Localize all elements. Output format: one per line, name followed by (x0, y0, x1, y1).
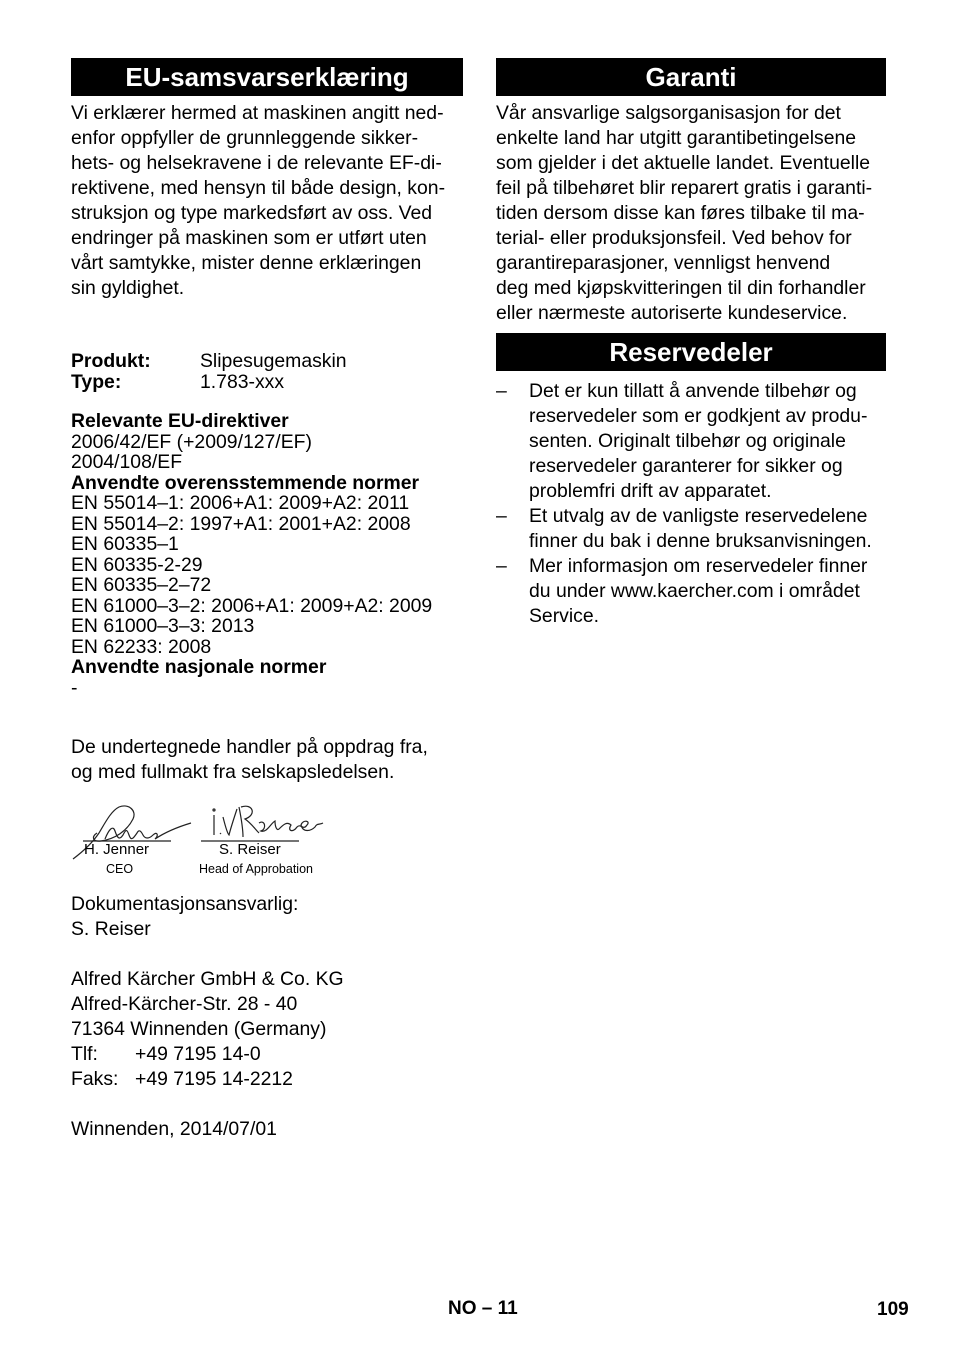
list-line: finner du bak i denne bruksanvisningen. (529, 530, 872, 552)
norm-item: EN 62233: 2008 (71, 635, 212, 658)
place-date-text: Winnenden, 2014/07/01 (71, 1118, 277, 1140)
list-line: Et utvalg av de vanligste reservedelene (529, 505, 868, 527)
signer2-role: Head of Approbation (199, 862, 313, 876)
phone-row (71, 1042, 463, 1067)
statement-line: De undertegnede handler på oppdrag fra, (71, 736, 428, 758)
list-line: problemfri drift av apparatet. (529, 480, 772, 502)
intro-line: enfor oppfyller de grunnleggende sikker- (71, 127, 419, 149)
national-value: - (71, 676, 78, 699)
signer1-role: CEO (106, 862, 134, 876)
standards-block (71, 411, 463, 698)
norm-item: EN 61000–3–2: 2006+A1: 2009+A2: 2009 (71, 594, 433, 617)
garanti-line: som gjelder i det aktuelle landet. Eventuelle (496, 152, 871, 174)
type-label: Type: (71, 370, 122, 393)
list-item (496, 554, 886, 629)
footer-page-number: 109 (877, 1299, 909, 1320)
place-date (71, 1117, 463, 1142)
product-info (71, 351, 463, 392)
right-column (496, 58, 886, 629)
list-item (496, 379, 886, 504)
norm-item: EN 60335–2–72 (71, 574, 212, 596)
dash-mark: – (496, 380, 507, 402)
intro-line: vårt samtykke, mister denne erklæringen (71, 252, 422, 274)
garanti-line: enkelte land har utgitt garantibetingelsene (496, 127, 857, 149)
phone-label: Tlf: (71, 1043, 98, 1065)
garanti-line: feil på tilbehøret blir reparert gratis i garanti- (496, 177, 873, 199)
norm-item: EN 55014–1: 2006+A1: 2009+A2: 2011 (71, 492, 410, 514)
norm-item: EN 60335–1 (71, 533, 179, 555)
dash-mark: – (496, 505, 507, 527)
product-label: Produkt: (71, 350, 151, 372)
garanti-line: garantireparasjoner, vennligst henvend (496, 252, 831, 274)
directive-item: 2006/42/EF (+2009/127/EF) (71, 430, 312, 453)
list-line: senten. Originalt tilbehør og originale (529, 430, 846, 452)
list-item (496, 504, 886, 554)
harmonised-heading: Anvendte overensstemmende normer (71, 471, 420, 494)
garanti-line: Vår ansvarlige salgsorganisasjon for det (496, 102, 841, 124)
garanti-heading: Garanti (496, 58, 886, 96)
fax-row (71, 1067, 463, 1092)
list-line: reservedeler som er godkjent av produ- (529, 405, 868, 427)
product-row (71, 351, 463, 372)
documentation-responsible (71, 892, 463, 942)
company-address (71, 967, 463, 1092)
company-name: Alfred Kärcher GmbH & Co. KG (71, 968, 344, 990)
product-value: Slipesugemaskin (200, 350, 347, 372)
type-value: 1.783-xxx (200, 370, 285, 393)
type-row (71, 372, 463, 393)
intro-line: hets- og helsekravene i de relevante EF-di- (71, 152, 442, 174)
footer-section-code: NO – 11 (448, 1298, 518, 1319)
signatories-statement (71, 735, 463, 785)
reservedeler-list (496, 379, 886, 629)
left-column (71, 58, 463, 1142)
declaration-heading: EU-samsvarserklæring (71, 58, 463, 96)
norm-item: EN 55014–2: 1997+A1: 2001+A2: 2008 (71, 512, 411, 535)
fax-value: +49 7195 14-2212 (135, 1068, 293, 1090)
signer2-name: S. Reiser (219, 841, 281, 858)
norm-item: EN 60335-2-29 (71, 553, 203, 576)
list-line: Mer informasjon om reservedeler finner (529, 555, 868, 577)
reservedeler-heading: Reservedeler (496, 333, 886, 371)
signature-block (71, 795, 463, 880)
list-line: Det er kun tillatt å anvende tilbehør og (529, 380, 857, 402)
declaration-intro (71, 101, 463, 301)
company-street: Alfred-Kärcher-Str. 28 - 40 (71, 993, 298, 1015)
garanti-line: terial- eller produksjonsfeil. Ved behov for (496, 227, 852, 249)
garanti-text (496, 101, 886, 326)
doc-resp-label: Dokumentasjonsansvarlig: (71, 893, 299, 915)
list-line: reservedeler garanterer for sikker og (529, 455, 843, 477)
directive-item: 2004/108/EF (71, 451, 183, 473)
company-city: 71364 Winnenden (Germany) (71, 1018, 327, 1040)
doc-resp-name: S. Reiser (71, 918, 151, 940)
garanti-line: eller nærmeste autoriserte kundeservice. (496, 302, 848, 324)
intro-line: sin gyldighet. (71, 277, 185, 299)
garanti-line: deg med kjøpskvitteringen til din forhandler (496, 277, 866, 299)
norm-item: EN 61000–3–3: 2013 (71, 615, 255, 637)
list-line: Service. (529, 605, 600, 627)
national-heading: Anvendte nasjonale normer (71, 656, 327, 678)
signature-reiser (201, 806, 323, 841)
intro-line: endringer på maskinen som er utført uten (71, 227, 427, 249)
fax-label: Faks: (71, 1068, 119, 1090)
list-line: du under www.kaercher.com i området (529, 580, 860, 602)
dash-mark: – (496, 555, 507, 577)
signer1-name: H. Jenner (84, 841, 150, 858)
intro-line: Vi erklærer hermed at maskinen angitt ned- (71, 102, 444, 124)
intro-line: struksjon og type markedsført av oss. Ved (71, 202, 433, 224)
garanti-line: tiden dersom disse kan føres tilbake til ma- (496, 202, 865, 224)
intro-line: rektivene, med hensyn til både design, kon- (71, 177, 446, 199)
phone-value: +49 7195 14-0 (135, 1043, 261, 1065)
statement-line: og med fullmakt fra selskapsledelsen. (71, 761, 395, 783)
directives-heading: Relevante EU-direktiver (71, 410, 289, 432)
